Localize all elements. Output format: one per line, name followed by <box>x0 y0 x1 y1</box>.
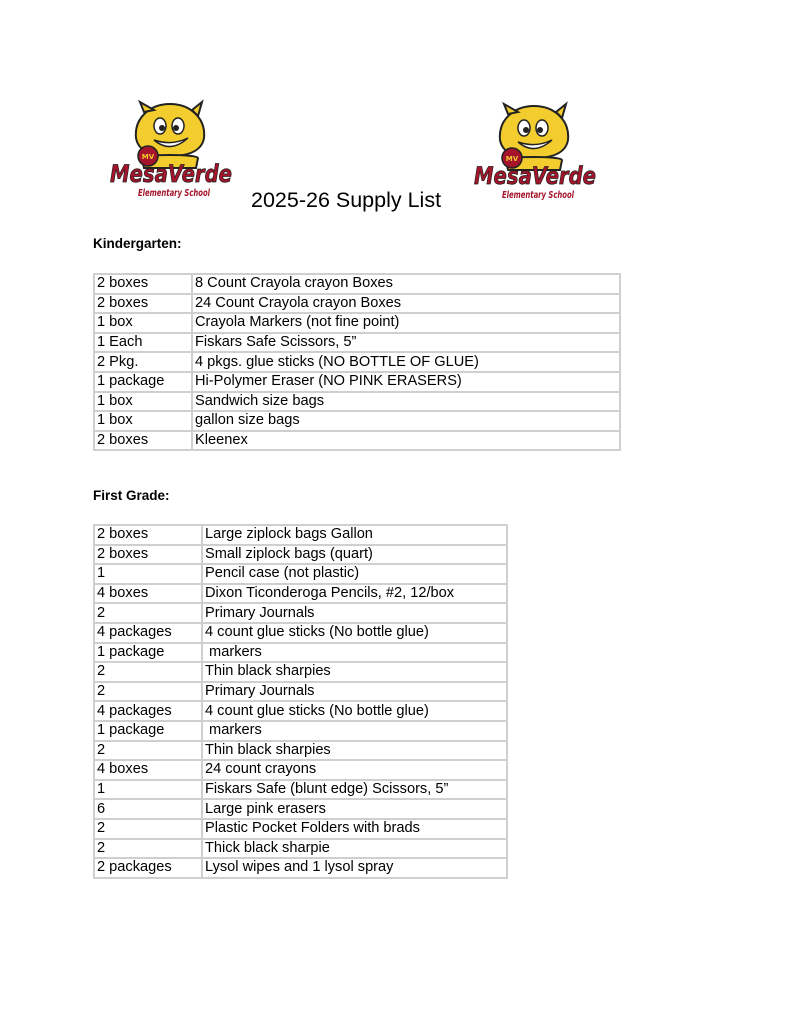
item-cell: Hi-Polymer Eraser (NO PINK ERASERS) <box>192 372 620 392</box>
table-row <box>94 313 620 333</box>
quantity-cell: 1 box <box>94 392 192 412</box>
item-cell: Kleenex <box>192 431 620 451</box>
item-cell: Lysol wipes and 1 lysol spray <box>202 858 507 878</box>
first-grade-supply-table <box>93 524 508 879</box>
quantity-cell: 2 <box>94 682 202 702</box>
item-cell: 4 count glue sticks (No bottle glue) <box>202 701 507 721</box>
table-row <box>94 701 507 721</box>
quantity-cell: 2 boxes <box>94 431 192 451</box>
quantity-cell: 2 packages <box>94 858 202 878</box>
item-cell: gallon size bags <box>192 411 620 431</box>
quantity-cell: 2 boxes <box>94 294 192 314</box>
quantity-cell: 2 <box>94 839 202 859</box>
table-row <box>94 392 620 412</box>
quantity-cell: 1 Each <box>94 333 192 353</box>
quantity-cell: 4 boxes <box>94 760 202 780</box>
table-row <box>94 799 507 819</box>
quantity-cell: 2 boxes <box>94 274 192 294</box>
mesa-verde-logo-left <box>106 104 236 200</box>
table-row <box>94 760 507 780</box>
table-row <box>94 545 507 565</box>
item-cell: Dixon Ticonderoga Pencils, #2, 12/box <box>202 584 507 604</box>
quantity-cell: 4 packages <box>94 623 202 643</box>
item-cell: Crayola Markers (not fine point) <box>192 313 620 333</box>
table-row <box>94 333 620 353</box>
table-row <box>94 780 507 800</box>
table-row <box>94 372 620 392</box>
table-row <box>94 584 507 604</box>
quantity-cell: 1 <box>94 564 202 584</box>
item-cell: Large ziplock bags Gallon <box>202 525 507 545</box>
table-row <box>94 603 507 623</box>
item-cell: Plastic Pocket Folders with brads <box>202 819 507 839</box>
section-heading-kindergarten: Kindergarten: <box>93 236 182 251</box>
item-cell: Small ziplock bags (quart) <box>202 545 507 565</box>
item-cell: 24 count crayons <box>202 760 507 780</box>
item-cell: markers <box>202 643 507 663</box>
quantity-cell: 2 boxes <box>94 525 202 545</box>
table-row <box>94 294 620 314</box>
quantity-cell: 1 box <box>94 313 192 333</box>
quantity-cell: 2 <box>94 662 202 682</box>
section-heading-first-grade: First Grade: <box>93 488 170 503</box>
logo-subtitle: Elementary School <box>138 188 211 199</box>
page-title: 2025-26 Supply List <box>251 188 442 212</box>
quantity-cell: 1 package <box>94 721 202 741</box>
quantity-cell: 2 <box>94 819 202 839</box>
quantity-cell: 2 <box>94 603 202 623</box>
item-cell: Primary Journals <box>202 682 507 702</box>
table-row <box>94 721 507 741</box>
table-row <box>94 564 507 584</box>
item-cell: Thin black sharpies <box>202 662 507 682</box>
quantity-cell: 4 packages <box>94 701 202 721</box>
item-cell: 24 Count Crayola crayon Boxes <box>192 294 620 314</box>
table-row <box>94 741 507 761</box>
item-cell: Large pink erasers <box>202 799 507 819</box>
item-cell: Fiskars Safe (blunt edge) Scissors, 5” <box>202 780 507 800</box>
item-cell: markers <box>202 721 507 741</box>
table-row <box>94 411 620 431</box>
item-cell: 4 pkgs. glue sticks (NO BOTTLE OF GLUE) <box>192 352 620 372</box>
table-row <box>94 352 620 372</box>
table-row <box>94 858 507 878</box>
logo-badge: MV <box>141 153 155 161</box>
table-row <box>94 662 507 682</box>
logo-subtitle: Elementary School <box>502 190 575 201</box>
logo-wordmark: MesaVerde <box>474 162 596 190</box>
quantity-cell: 1 package <box>94 643 202 663</box>
item-cell: Thick black sharpie <box>202 839 507 859</box>
item-cell: Pencil case (not plastic) <box>202 564 507 584</box>
item-cell: Thin black sharpies <box>202 741 507 761</box>
logo-wordmark: MesaVerde <box>110 160 232 188</box>
quantity-cell: 1 <box>94 780 202 800</box>
quantity-cell: 1 package <box>94 372 192 392</box>
quantity-cell: 2 Pkg. <box>94 352 192 372</box>
table-row <box>94 643 507 663</box>
item-cell: Primary Journals <box>202 603 507 623</box>
table-row <box>94 525 507 545</box>
quantity-cell: 2 boxes <box>94 545 202 565</box>
quantity-cell: 2 <box>94 741 202 761</box>
quantity-cell: 4 boxes <box>94 584 202 604</box>
item-cell: Sandwich size bags <box>192 392 620 412</box>
table-row <box>94 623 507 643</box>
kindergarten-supply-table <box>93 273 621 451</box>
item-cell: 8 Count Crayola crayon Boxes <box>192 274 620 294</box>
mesa-verde-logo-right <box>470 106 600 202</box>
table-row <box>94 819 507 839</box>
quantity-cell: 6 <box>94 799 202 819</box>
table-row <box>94 274 620 294</box>
table-row <box>94 839 507 859</box>
table-row <box>94 431 620 451</box>
item-cell: Fiskars Safe Scissors, 5” <box>192 333 620 353</box>
quantity-cell: 1 box <box>94 411 192 431</box>
item-cell: 4 count glue sticks (No bottle glue) <box>202 623 507 643</box>
logo-badge: MV <box>505 155 519 163</box>
table-row <box>94 682 507 702</box>
